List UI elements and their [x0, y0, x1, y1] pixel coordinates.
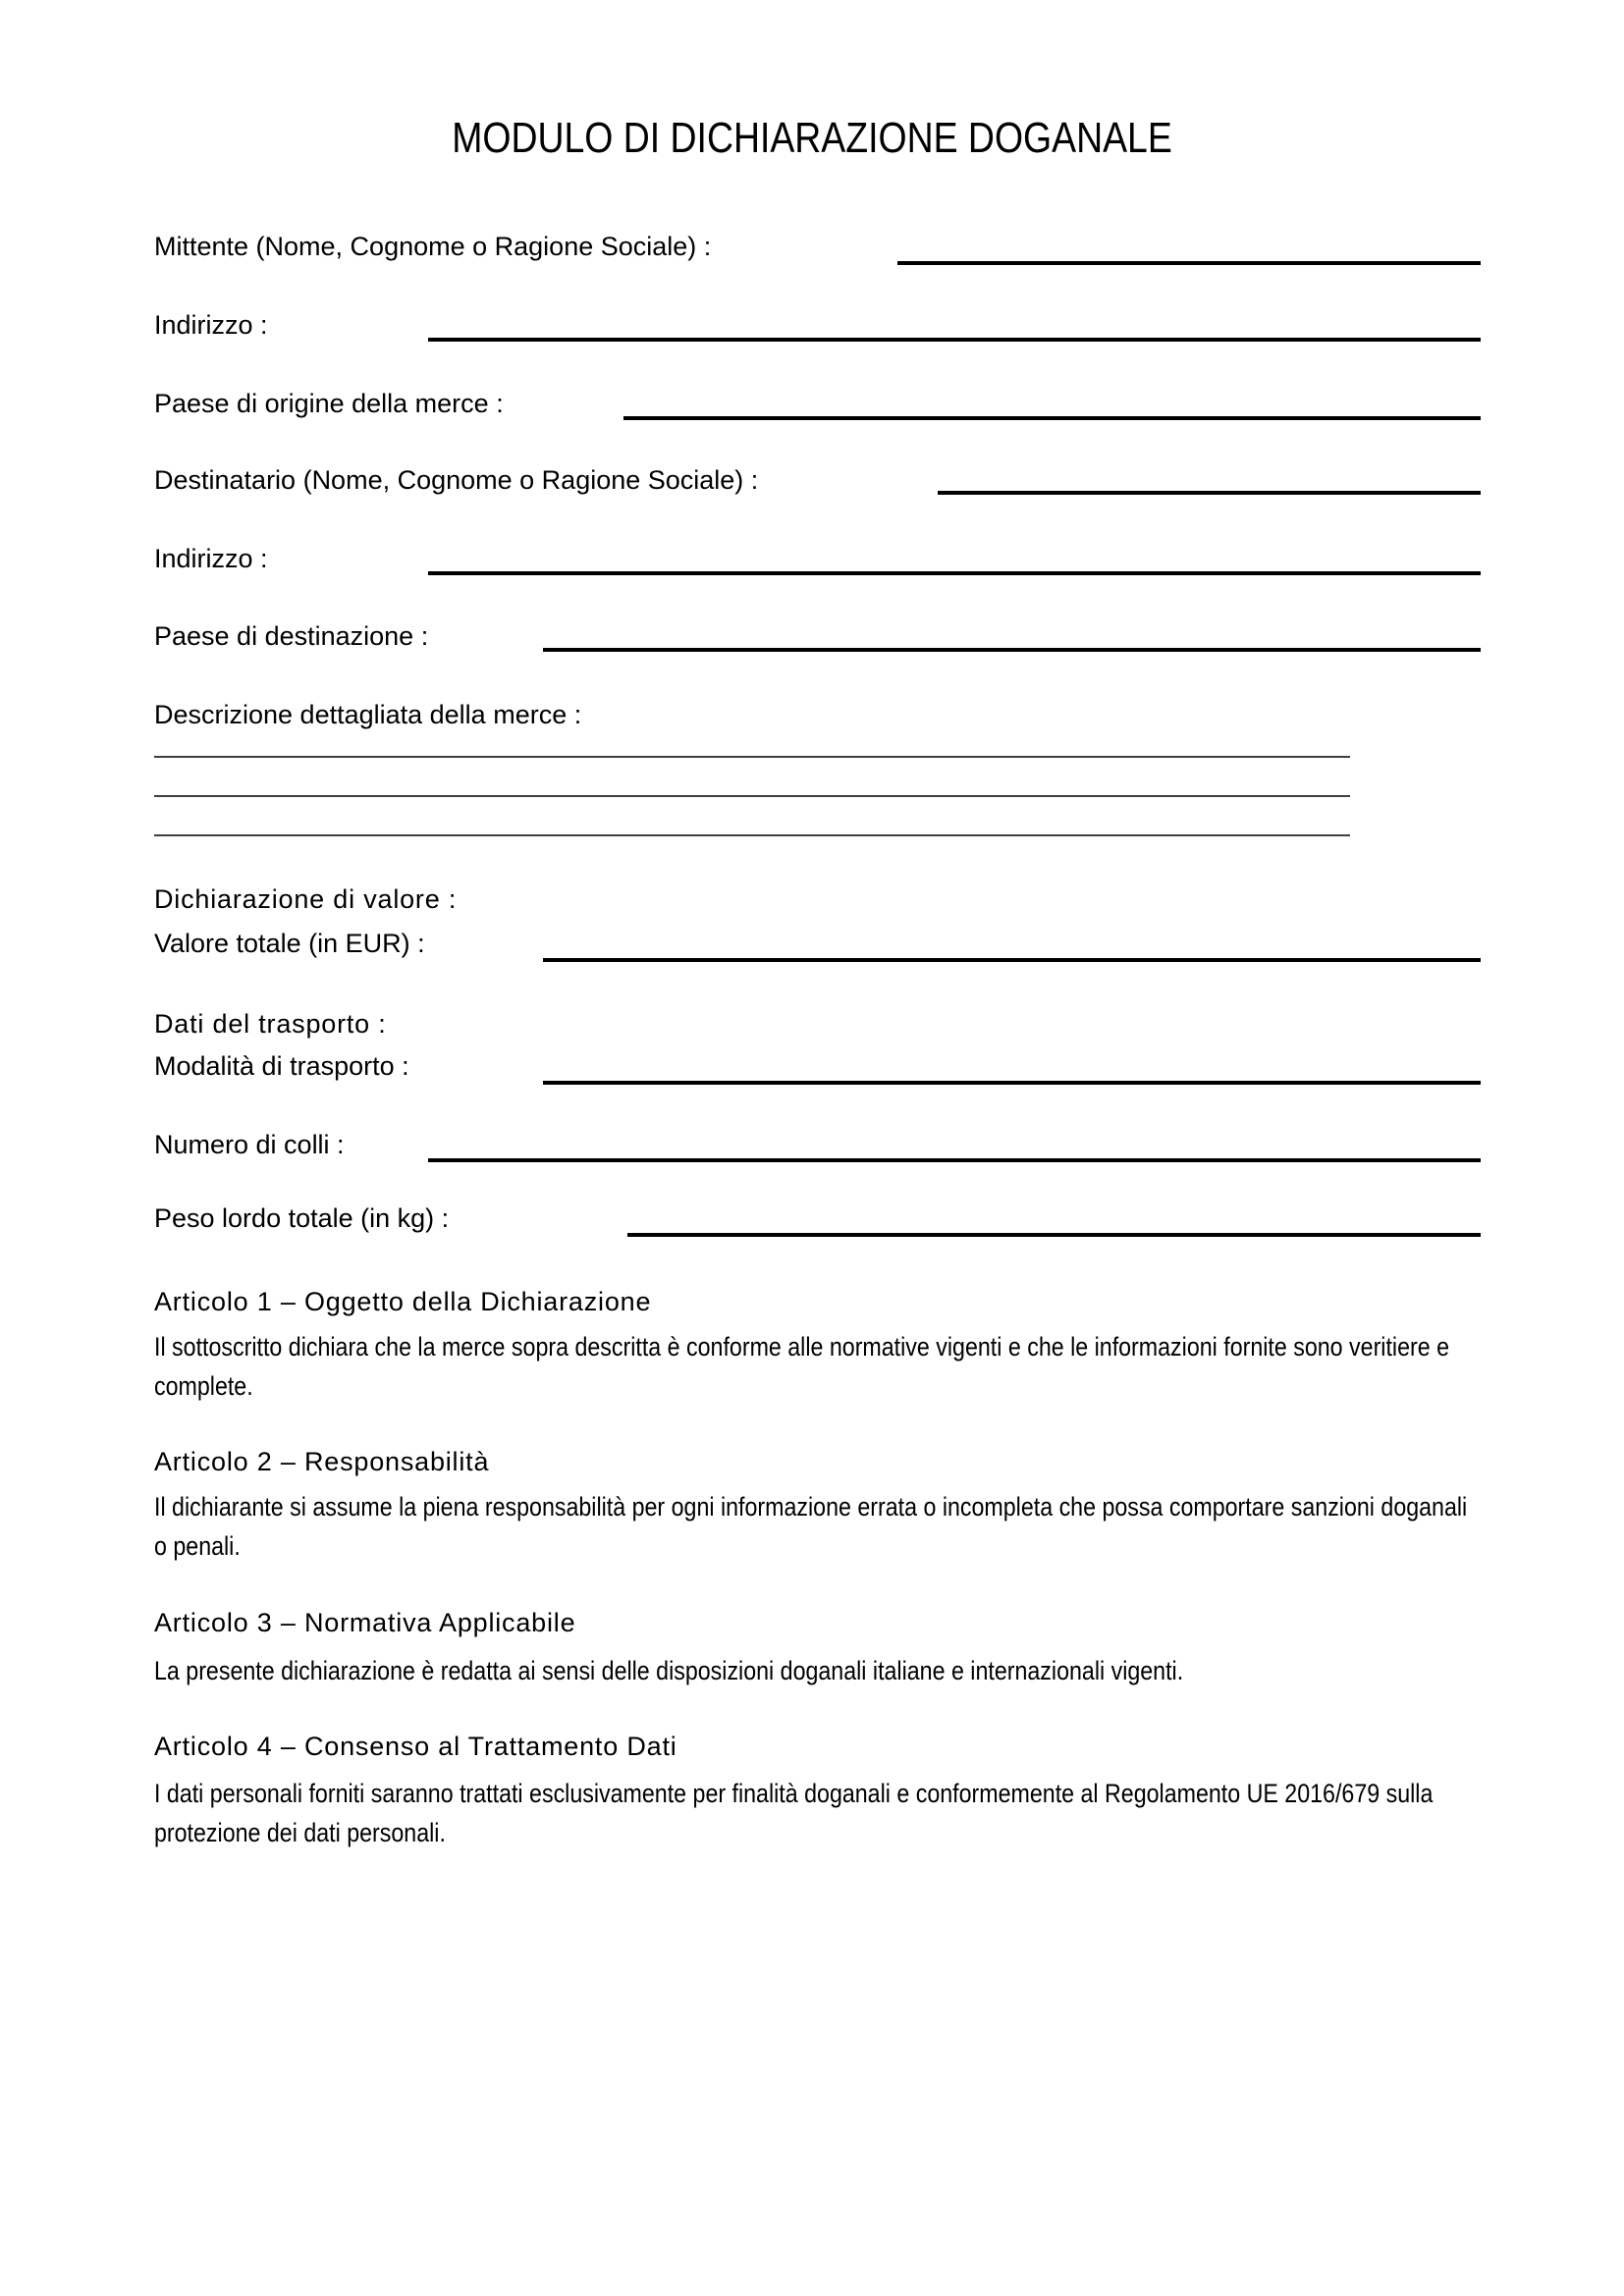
article-3-body: La presente dichiarazione è redatta ai sensi delle disposizioni doganali italiane e internazionali vigenti. [154, 1656, 1184, 1685]
paese-origine-input-line[interactable] [623, 416, 1481, 420]
descrizione-input-line-3[interactable] [154, 834, 1350, 836]
field-label-destinatario: Destinatario (Nome, Cognome o Ragione Sociale) : [154, 465, 759, 495]
section-heading-dichiarazione-valore: Dichiarazione di valore : [154, 884, 458, 914]
indirizzo-mittente-input-line[interactable] [428, 338, 1481, 342]
descrizione-input-line-1[interactable] [154, 756, 1350, 758]
section-heading-dati-trasporto: Dati del trasporto : [154, 1009, 387, 1039]
field-label-descrizione-merce: Descrizione dettagliata della merce : [154, 700, 582, 729]
indirizzo-destinatario-input-line[interactable] [428, 571, 1481, 575]
article-4-body: I dati personali forniti saranno trattati esclusivamente per finalità doganali e conformemente al Regolamento UE 2016/679 sulla protezione dei dati personali. [154, 1779, 1434, 1847]
field-label-valore-totale: Valore totale (in EUR) : [154, 929, 425, 958]
page-title: MODULO DI DICHIARAZIONE DOGANALE [452, 114, 1172, 162]
article-1-heading: Articolo 1 – Oggetto della Dichiarazione [154, 1287, 652, 1316]
field-label-paese-origine: Paese di origine della merce : [154, 389, 504, 418]
peso-lordo-input-line[interactable] [627, 1233, 1481, 1237]
field-label-modalita-trasporto: Modalità di trasporto : [154, 1051, 409, 1081]
valore-totale-input-line[interactable] [543, 958, 1481, 962]
descrizione-input-line-2[interactable] [154, 795, 1350, 797]
article-2-heading: Articolo 2 – Responsabilità [154, 1447, 490, 1476]
modalita-trasporto-input-line[interactable] [543, 1081, 1481, 1085]
paese-destinazione-input-line[interactable] [543, 648, 1481, 652]
field-label-indirizzo-destinatario: Indirizzo : [154, 544, 268, 573]
field-label-peso-lordo: Peso lordo totale (in kg) : [154, 1203, 450, 1233]
field-label-indirizzo-mittente: Indirizzo : [154, 310, 268, 340]
article-4-heading: Articolo 4 – Consenso al Trattamento Dati [154, 1732, 677, 1761]
field-label-numero-colli: Numero di colli : [154, 1130, 345, 1159]
mittente-input-line[interactable] [897, 261, 1481, 265]
article-3-heading: Articolo 3 – Normativa Applicabile [154, 1608, 576, 1637]
article-2-body: Il dichiarante si assume la piena responsabilità per ogni informazione errata o incompleta che possa comportare sanzioni doganali o penali. [154, 1492, 1468, 1561]
article-1-body: Il sottoscritto dichiara che la merce sopra descritta è conforme alle normative vigenti e che le informazioni fornite sono veritiere e complete. [154, 1332, 1449, 1401]
numero-colli-input-line[interactable] [428, 1158, 1481, 1162]
field-label-paese-destinazione: Paese di destinazione : [154, 621, 429, 651]
destinatario-input-line[interactable] [938, 491, 1481, 495]
field-label-mittente: Mittente (Nome, Cognome o Ragione Sociale) : [154, 232, 712, 261]
